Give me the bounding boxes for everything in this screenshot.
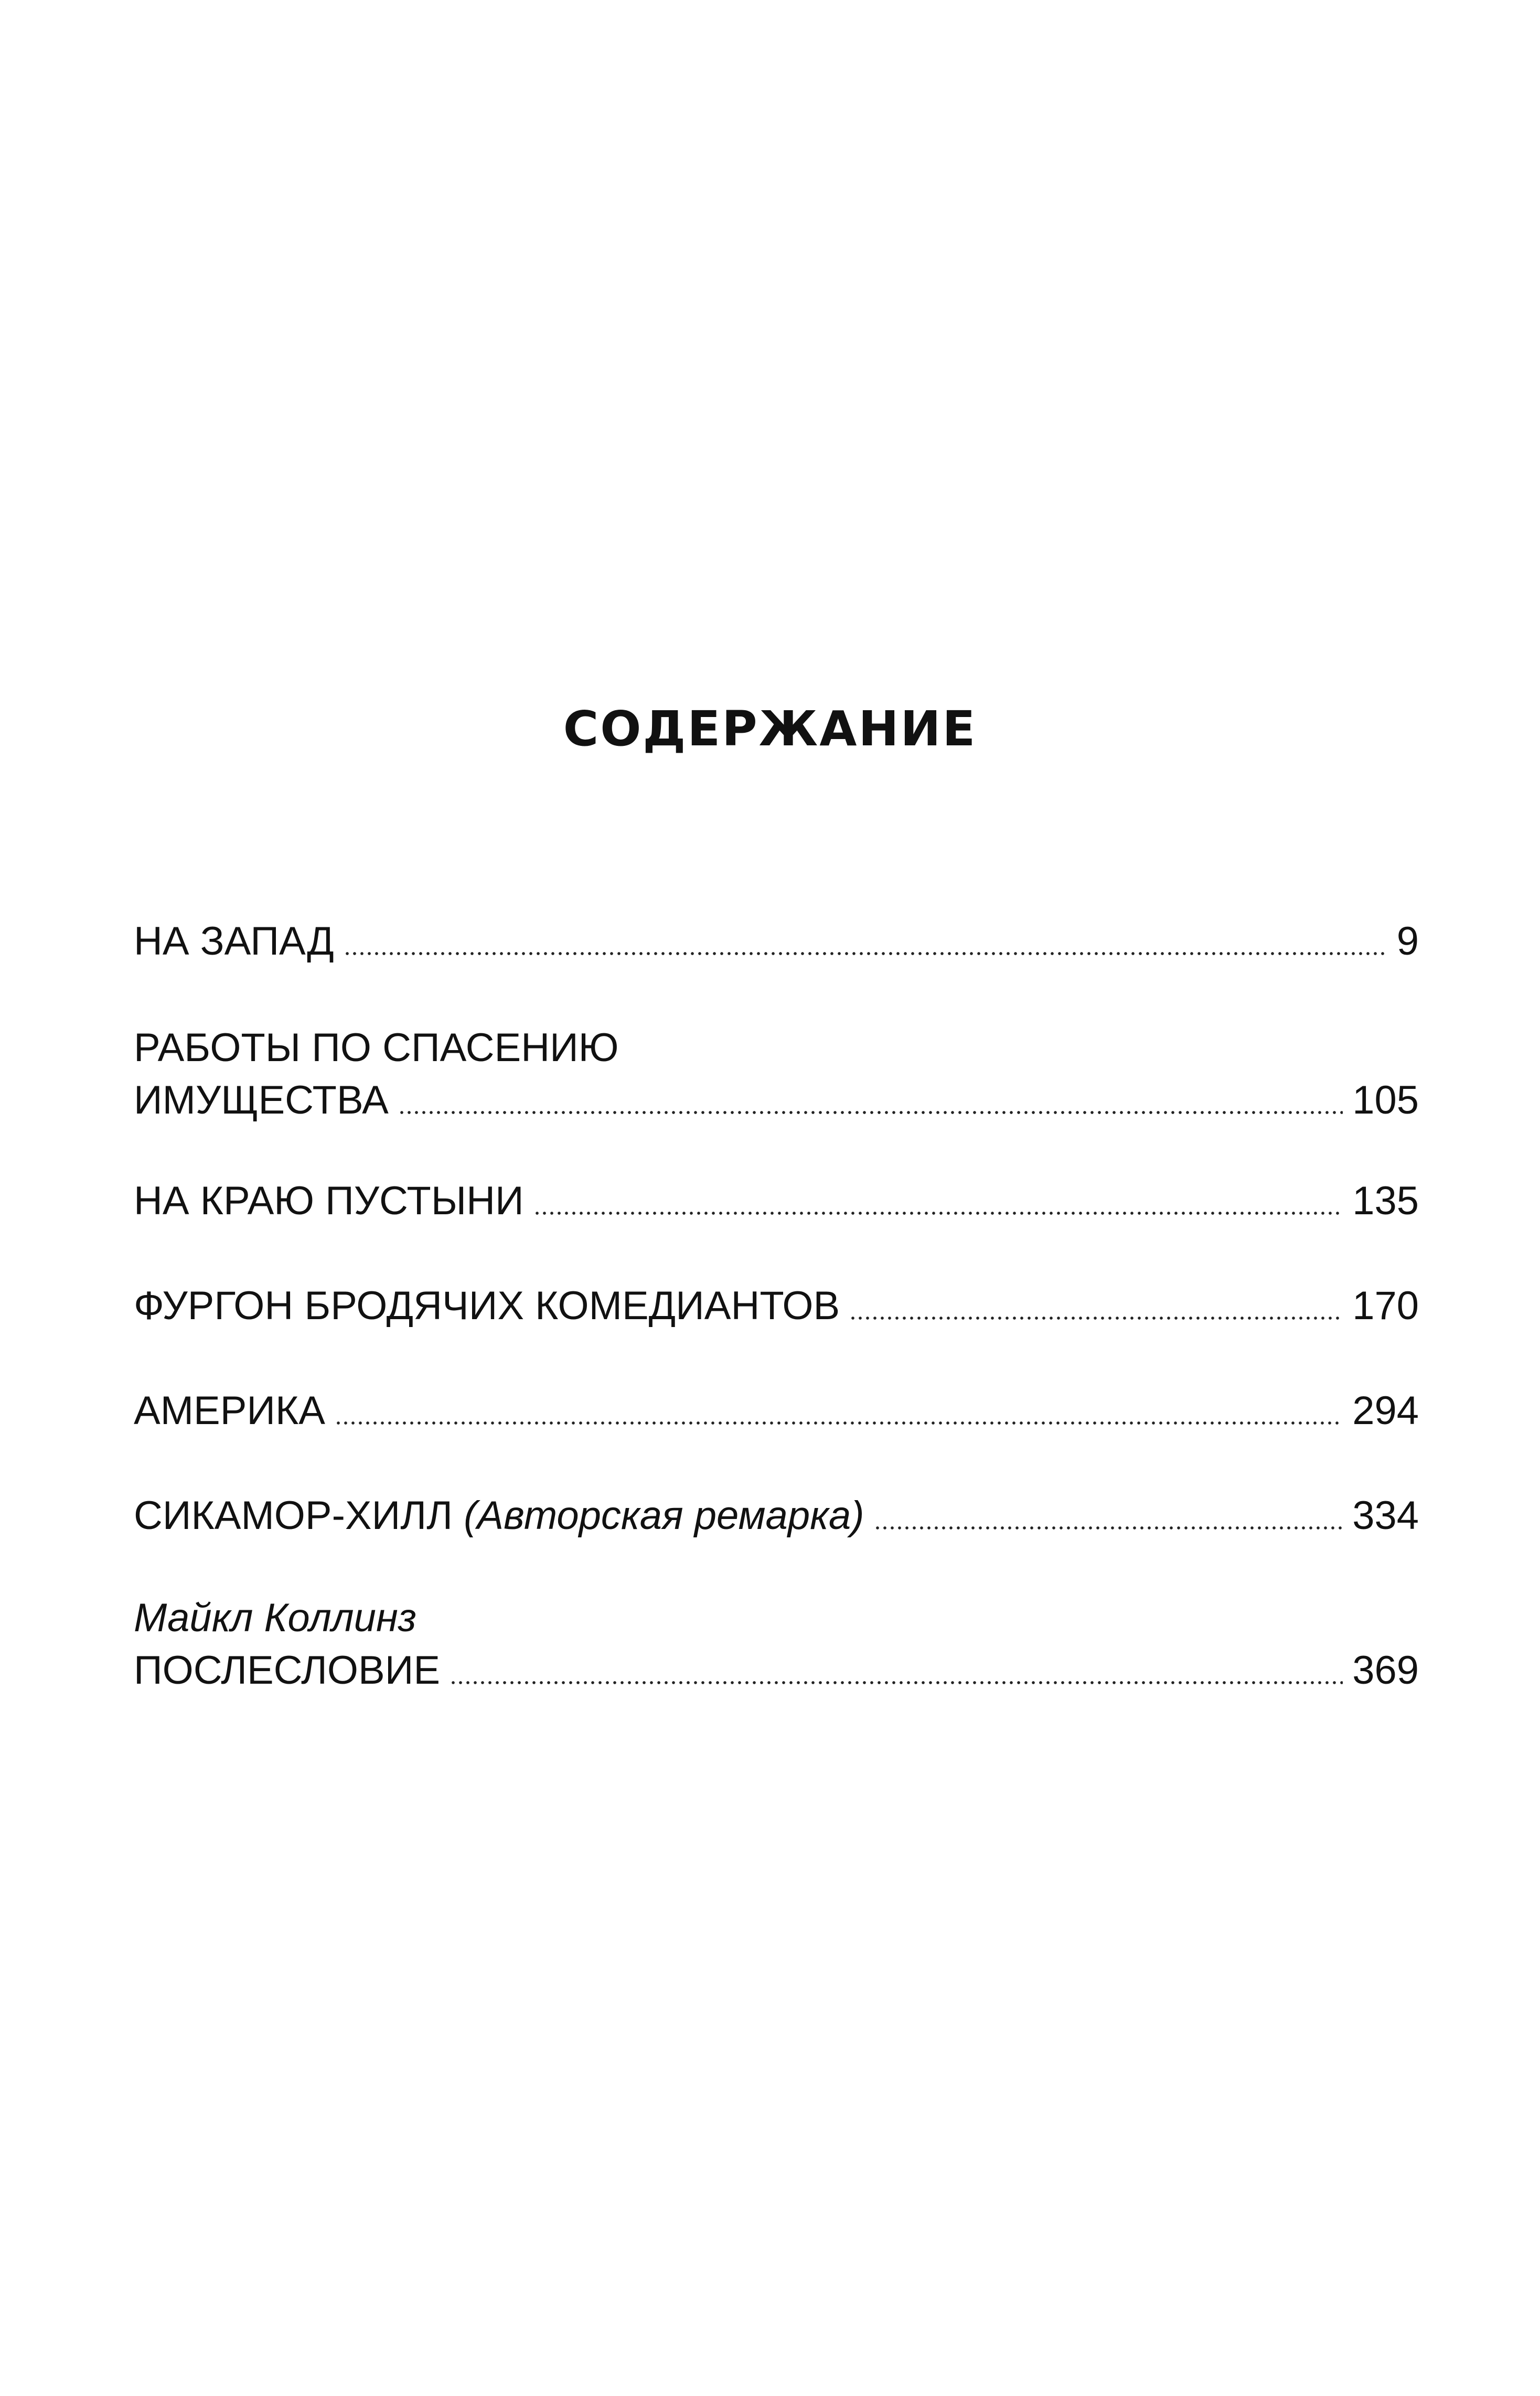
toc-entry-author: Майкл Коллинз [134, 1596, 417, 1640]
toc-page-number: 369 [1352, 1648, 1419, 1693]
toc-entry-main-title: СИКАМОР-ХИЛЛ [134, 1493, 453, 1538]
dot-leader [849, 1317, 1343, 1320]
dot-leader [874, 1526, 1343, 1529]
toc-entry-title [134, 1490, 864, 1542]
dot-leader [335, 1421, 1343, 1425]
toc-row [134, 1385, 1419, 1437]
toc-entry [134, 1592, 1419, 1697]
toc-entry-title: НА ЗАПАД [134, 919, 334, 964]
toc-entry-title-line-1: РАБОТЫ ПО СПАСЕНИЮ [134, 1025, 619, 1070]
toc-entry [134, 1490, 1419, 1542]
page-title: СОДЕРЖАНИЕ [563, 701, 977, 757]
toc-row [134, 1280, 1419, 1332]
toc-row [134, 1175, 1419, 1227]
toc-page-number: 9 [1396, 919, 1419, 964]
toc-entry [134, 915, 1419, 968]
toc-entry-title: ФУРГОН БРОДЯЧИХ КОМЕДИАНТОВ [134, 1283, 840, 1328]
dot-leader [450, 1681, 1343, 1684]
toc-row [134, 1074, 1419, 1127]
toc-row [134, 1644, 1419, 1697]
dot-leader [344, 952, 1387, 955]
toc-row [134, 1490, 1419, 1542]
toc-page-number: 170 [1352, 1283, 1419, 1328]
dot-leader [398, 1111, 1343, 1114]
toc-entry-subtitle: (Авторская ремарка) [464, 1493, 864, 1538]
table-of-contents [134, 0, 1419, 2396]
toc-row [134, 915, 1419, 968]
toc-entry [134, 1280, 1419, 1332]
toc-page-number: 105 [1352, 1078, 1419, 1122]
toc-page-number: 294 [1352, 1388, 1419, 1433]
toc-entry [134, 1022, 1419, 1127]
toc-page-number: 334 [1352, 1493, 1419, 1538]
toc-entry-title: НА КРАЮ ПУСТЫНИ [134, 1179, 524, 1223]
toc-page-number: 135 [1352, 1179, 1419, 1223]
toc-entry [134, 1175, 1419, 1227]
toc-entry [134, 1385, 1419, 1437]
toc-entry-title: ИМУЩЕСТВА [134, 1078, 389, 1122]
toc-entry-title: АМЕРИКА [134, 1388, 325, 1433]
toc-entry-title: ПОСЛЕСЛОВИЕ [134, 1648, 441, 1693]
dot-leader [533, 1212, 1343, 1215]
